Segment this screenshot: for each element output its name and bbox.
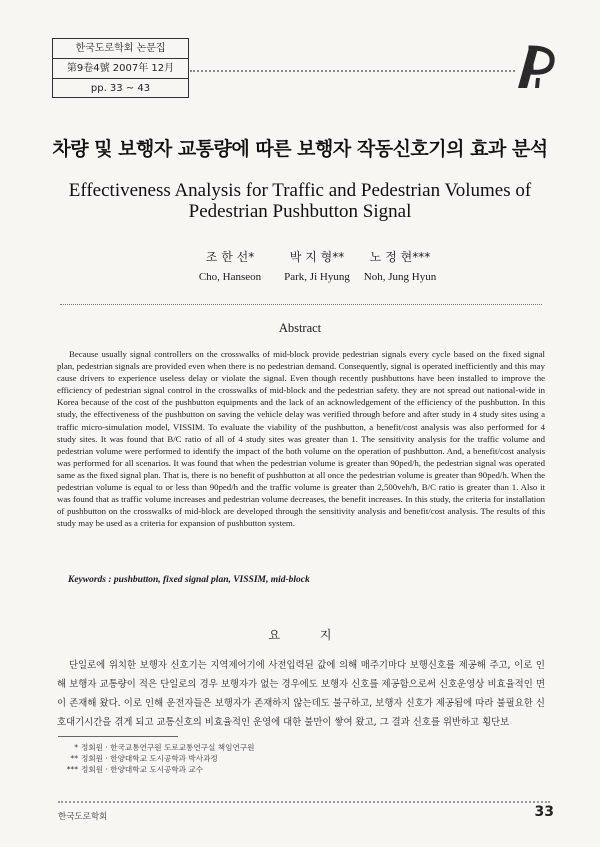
title-english-line-1: Effectiveness Analysis for Traffic and Pedestrian Volumes of (68, 180, 532, 201)
header-dotted-rule (190, 70, 515, 72)
abstract-heading: Abstract (278, 321, 322, 335)
footnote-2 (62, 753, 482, 764)
keywords: Keywords : pushbutton, fixed signal plan, VISSIM, mid-block (68, 575, 310, 585)
author-3-english-name: Noh, Jung Hyun (363, 271, 437, 283)
title-english-line-2: Pedestrian Pushbutton Signal (188, 201, 412, 222)
journal-pages: pp. 33 ~ 43 (90, 83, 151, 94)
footnote-1-text: 정회원 · 한국교통연구원 도로교통연구실 책임연구원 (81, 743, 255, 752)
journal-name: 한국도로학회 논문집 (53, 39, 188, 59)
author-separator (60, 304, 542, 305)
summary-heading: 요 지 (268, 628, 350, 642)
author-2-korean-name: 박 지 형** (289, 250, 345, 264)
footnote-rule (58, 736, 178, 737)
title-english (0, 180, 600, 222)
author-1-english-name: Cho, Hanseon (198, 271, 262, 283)
author-3-korean-name: 노 정 현*** (369, 250, 431, 264)
footnote-3-text: 정회원 · 한양대학교 도시공학과 교수 (81, 765, 204, 774)
footnote-3 (62, 764, 482, 775)
footnote-3-mark: *** (66, 765, 78, 774)
footnote-1-mark: * (74, 743, 78, 752)
abstract-text: Because usually signal controllers on the crosswalks of mid-block provide pedestrian signals every cycle based on the fixed signal plan, pedestrian signals are provided even when there is no pedestrian demand. Consequently, signal is operated inefficiently and this may cause drivers to experience useless delay or violate the signal. Even though recently pushbuttons have been installed to improve the efficiency of pedestrian signal control in the crosswalks of mid-block and the pedestrian safety. they are not spread out national-wide in Korea because of the cost of the pushbutton equipments and the lack of an acknowledgement of the efficiency of the pushbutton. In this study, the effectiveness of the pushbutton on saving the vehicle delay was verified through before and after study in 4 study sites using a traffic micro-simulation model, VISSIM. To evaluate the viability of the pushbutton, a benefit/cost analysis was also performed for 4 study sites. It was found that B/C ratio of all of 4 study sites was greater than 1. The sensitivity analysis for the traffic volume and pedestrian volume were performed to identify the impact of the both volume on the operation of pushbutton. And, a benefit/cost analysis was performed for all scenarios. It was found that when the pedestrian volume is greater than 90ped/h, the pedestrian signal was operated same as the fixed signal plan. That is, there is no benefit of pushbutton at all once the pedestrian volume is greater than 90ped/h. When the pedestrian volume is equal to or less than 90ped/h and the traffic volume is greater than 2,500veh/h, B/C ratio is greater than 1. Also it was found that as traffic volume increases and pedestrian volume decreases, the benefit increases. In this study, the criteria for installation of pushbutton on the crosswalks of mid-block are developed through the sensitivity analysis and benefit/cost analysis. The results of this study may be used as a criteria for expansion of pushbutton system. (57, 349, 545, 529)
journal-info-box (52, 38, 189, 98)
title-korean: 차량 및 보행자 교통량에 따른 보행자 작동신호기의 효과 분석 (52, 138, 548, 160)
author-2-english-name: Park, Ji Hyung (284, 271, 350, 283)
journal-volume: 第9卷4號 2007年 12月 (53, 59, 188, 79)
footer-society-name: 한국도로학회 (58, 812, 108, 822)
author-list (0, 248, 600, 288)
footnotes (62, 742, 482, 775)
summary-body (57, 656, 545, 732)
footnote-2-mark: ** (70, 754, 78, 763)
footnote-2-text: 정회원 · 한양대학교 도시공학과 박사과정 (81, 754, 218, 763)
footer-dotted-rule (58, 801, 550, 803)
author-1-korean-name: 조 한 선* (205, 250, 255, 264)
abstract-body (57, 348, 545, 529)
road-society-logo-icon (514, 42, 556, 90)
summary-text: 단일로에 위치한 보행자 신호기는 지역제어기에 사전입력된 값에 의해 매주기마다 보행신호를 제공해 주고, 이로 인해 보행자 교통량이 적은 단일로의 경우 보행자가 없는 경우에도 보행자 신호를 제공함으로써 신호운영상 비효율적인 면이 존재해 왔다. 이로 인해 운전자들은 보행자가 존재하지 않는데도 불구하고, 보행자 신호가 제공됨에 따라 불필요한 신호대기시간을 겪게 되고 교통신호의 비효율적인 운영에 대한 불만이 쌓여 왔고, 그 결과 신호를 위반하고 횡단보 (57, 660, 545, 728)
author-3 (330, 248, 470, 283)
page-number: 33 (534, 804, 554, 820)
footnote-1 (62, 742, 482, 753)
